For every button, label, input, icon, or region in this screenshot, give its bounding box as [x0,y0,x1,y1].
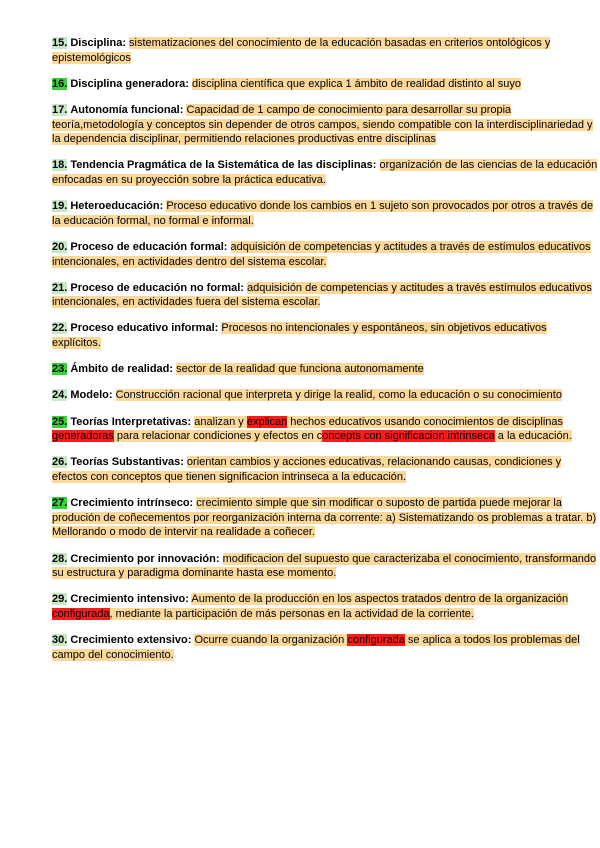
entry-number: 15. [52,37,68,49]
entry-term: Autonomía funcional: [70,103,184,116]
entry-term: Teorías Substantivas: [70,456,184,469]
entry-term: Disciplina: [70,37,126,49]
entry-definition: a la educación. [494,430,572,443]
highlighted-keyword: oncepts con significacion intrinseca [322,430,495,443]
entry-term: Crecimiento por innovación: [70,552,220,565]
glossary-entry [52,552,598,581]
entry-term: Proceso de educación formal: [70,240,228,253]
highlighted-keyword: generadoras [52,430,114,443]
entry-definition: Ocurre cuando la organización [194,634,348,647]
entry-term: Proceso de educación no formal: [70,281,244,294]
entry-definition: se aplica a todos los problemas del campo del conocimiento. [52,634,580,661]
entry-term: Heteroeducación: [70,200,164,213]
entry-term: Crecimiento intrínseco: [70,497,194,510]
entry-number: 24. [52,389,68,402]
glossary-entry [52,592,598,621]
glossary-entry [52,77,598,92]
entry-number: 22. [52,322,68,335]
entry-definition: orientan cambios y acciones educativas, relacionando causas, condiciones y efectos con conceptos que tienen significacion intrinseca a la educación. [52,456,562,483]
entry-term: Modelo: [70,389,113,402]
glossary-entry [52,496,598,540]
entry-definition: adquisición de competencias y actitudes a través estímulos educativos intencionales, en actividades fuera del sistema escolar. [52,281,592,309]
entry-term: Proceso educativo informal: [70,322,219,335]
glossary-entry [52,158,598,187]
glossary-entry [52,281,598,310]
entry-number: 29. [52,593,68,606]
entry-definition: hechos educativos usando conocimientos de disciplinas [287,415,563,428]
highlighted-keyword: configurada [52,607,110,620]
glossary-entry [52,415,598,444]
glossary-document [52,36,598,674]
entry-definition: organización de las ciencias de la educación enfocadas en su proyección sobre la práctica educativa. [52,159,598,186]
entry-number: 26. [52,456,68,469]
entry-definition: disciplina científica que explica 1 ámbito de realidad distinto al suyo [192,77,521,90]
entry-number: 30. [52,634,68,647]
entry-number: 28. [52,552,68,565]
entry-definition: analizan y [194,415,247,428]
highlighted-keyword: explican [246,415,288,428]
glossary-entry [52,36,598,65]
entry-number: 19. [52,200,68,213]
entry-term: Crecimiento extensivo: [70,634,192,647]
entry-term: Teorías Interpretativas: [70,415,192,428]
entry-definition: adquisición de competencias y actitudes a través de estímulos educativos intencionales, en actividades dentro del sistema escolar. [52,240,591,268]
entry-number: 23. [52,363,68,376]
entry-definition: Construcción racional que interpreta y dirige la realid, como la educación o su conocimiento [115,389,562,402]
glossary-entry [52,321,598,350]
entry-definition: Aumento de la producción en los aspectos tratados dentro de la organización [191,593,569,606]
glossary-entry [52,455,598,484]
entry-number: 18. [52,159,68,172]
entry-definition: crecimiento simple que sin modificar o suposto de partida puede mejorar la produción de coñecementos por reorganización interna da corrente: a) Sistematizando os problemas a tratar. b) Mellorando o modo de intervir na realidade a coñecer. [52,497,597,539]
highlighted-keyword: configurada [347,634,405,647]
entry-number: 17. [52,103,68,116]
entry-number: 21. [52,281,68,294]
entry-definition: Procesos no intencionales y espontáneos, sin objetivos educativos explícitos. [52,322,547,350]
entry-term: Tendencia Pragmática de la Sistemática de las disciplinas: [70,159,377,172]
glossary-entry [52,199,598,228]
entry-number: 25. [52,415,68,428]
glossary-entry [52,633,598,662]
entry-definition: para relacionar condiciones y efectos en c [113,430,323,443]
entry-term: Crecimiento intensivo: [70,593,189,606]
entry-term: Ámbito de realidad: [70,363,174,376]
glossary-entry [52,388,598,403]
glossary-entry [52,240,598,269]
entry-definition: sistematizaciones del conocimiento de la educación basadas en criterios ontológicos y epistemológicos [52,37,551,64]
entry-definition: sector de la realidad que funciona autonomamente [176,363,424,376]
entry-number: 16. [52,77,68,90]
entry-number: 27. [52,497,68,510]
entry-definition: Proceso educativo donde los cambios en 1 sujeto son provocados por otros a través de la educación formal, no formal e informal. [52,200,594,227]
entry-number: 20. [52,240,68,253]
glossary-entry [52,103,598,147]
entry-definition: Capacidad de 1 campo de conocimiento para desarrollar su propia teoría,metodología y conceptos sin depender de otros campos, siendo compatible con la interdisciplinariedad y la dependencia disciplinar, permitiendo relaciones productivas entre disciplinas [52,103,593,146]
glossary-entry [52,362,598,377]
entry-term: Disciplina generadora: [70,77,189,90]
entry-definition: , mediante la participación de más personas en la actividad de la corriente. [109,607,474,620]
entry-definition: modificacion del supuesto que caracterizaba el conocimiento, transformando su estructura y paradigma dominante hasta ese momento. [52,552,597,580]
